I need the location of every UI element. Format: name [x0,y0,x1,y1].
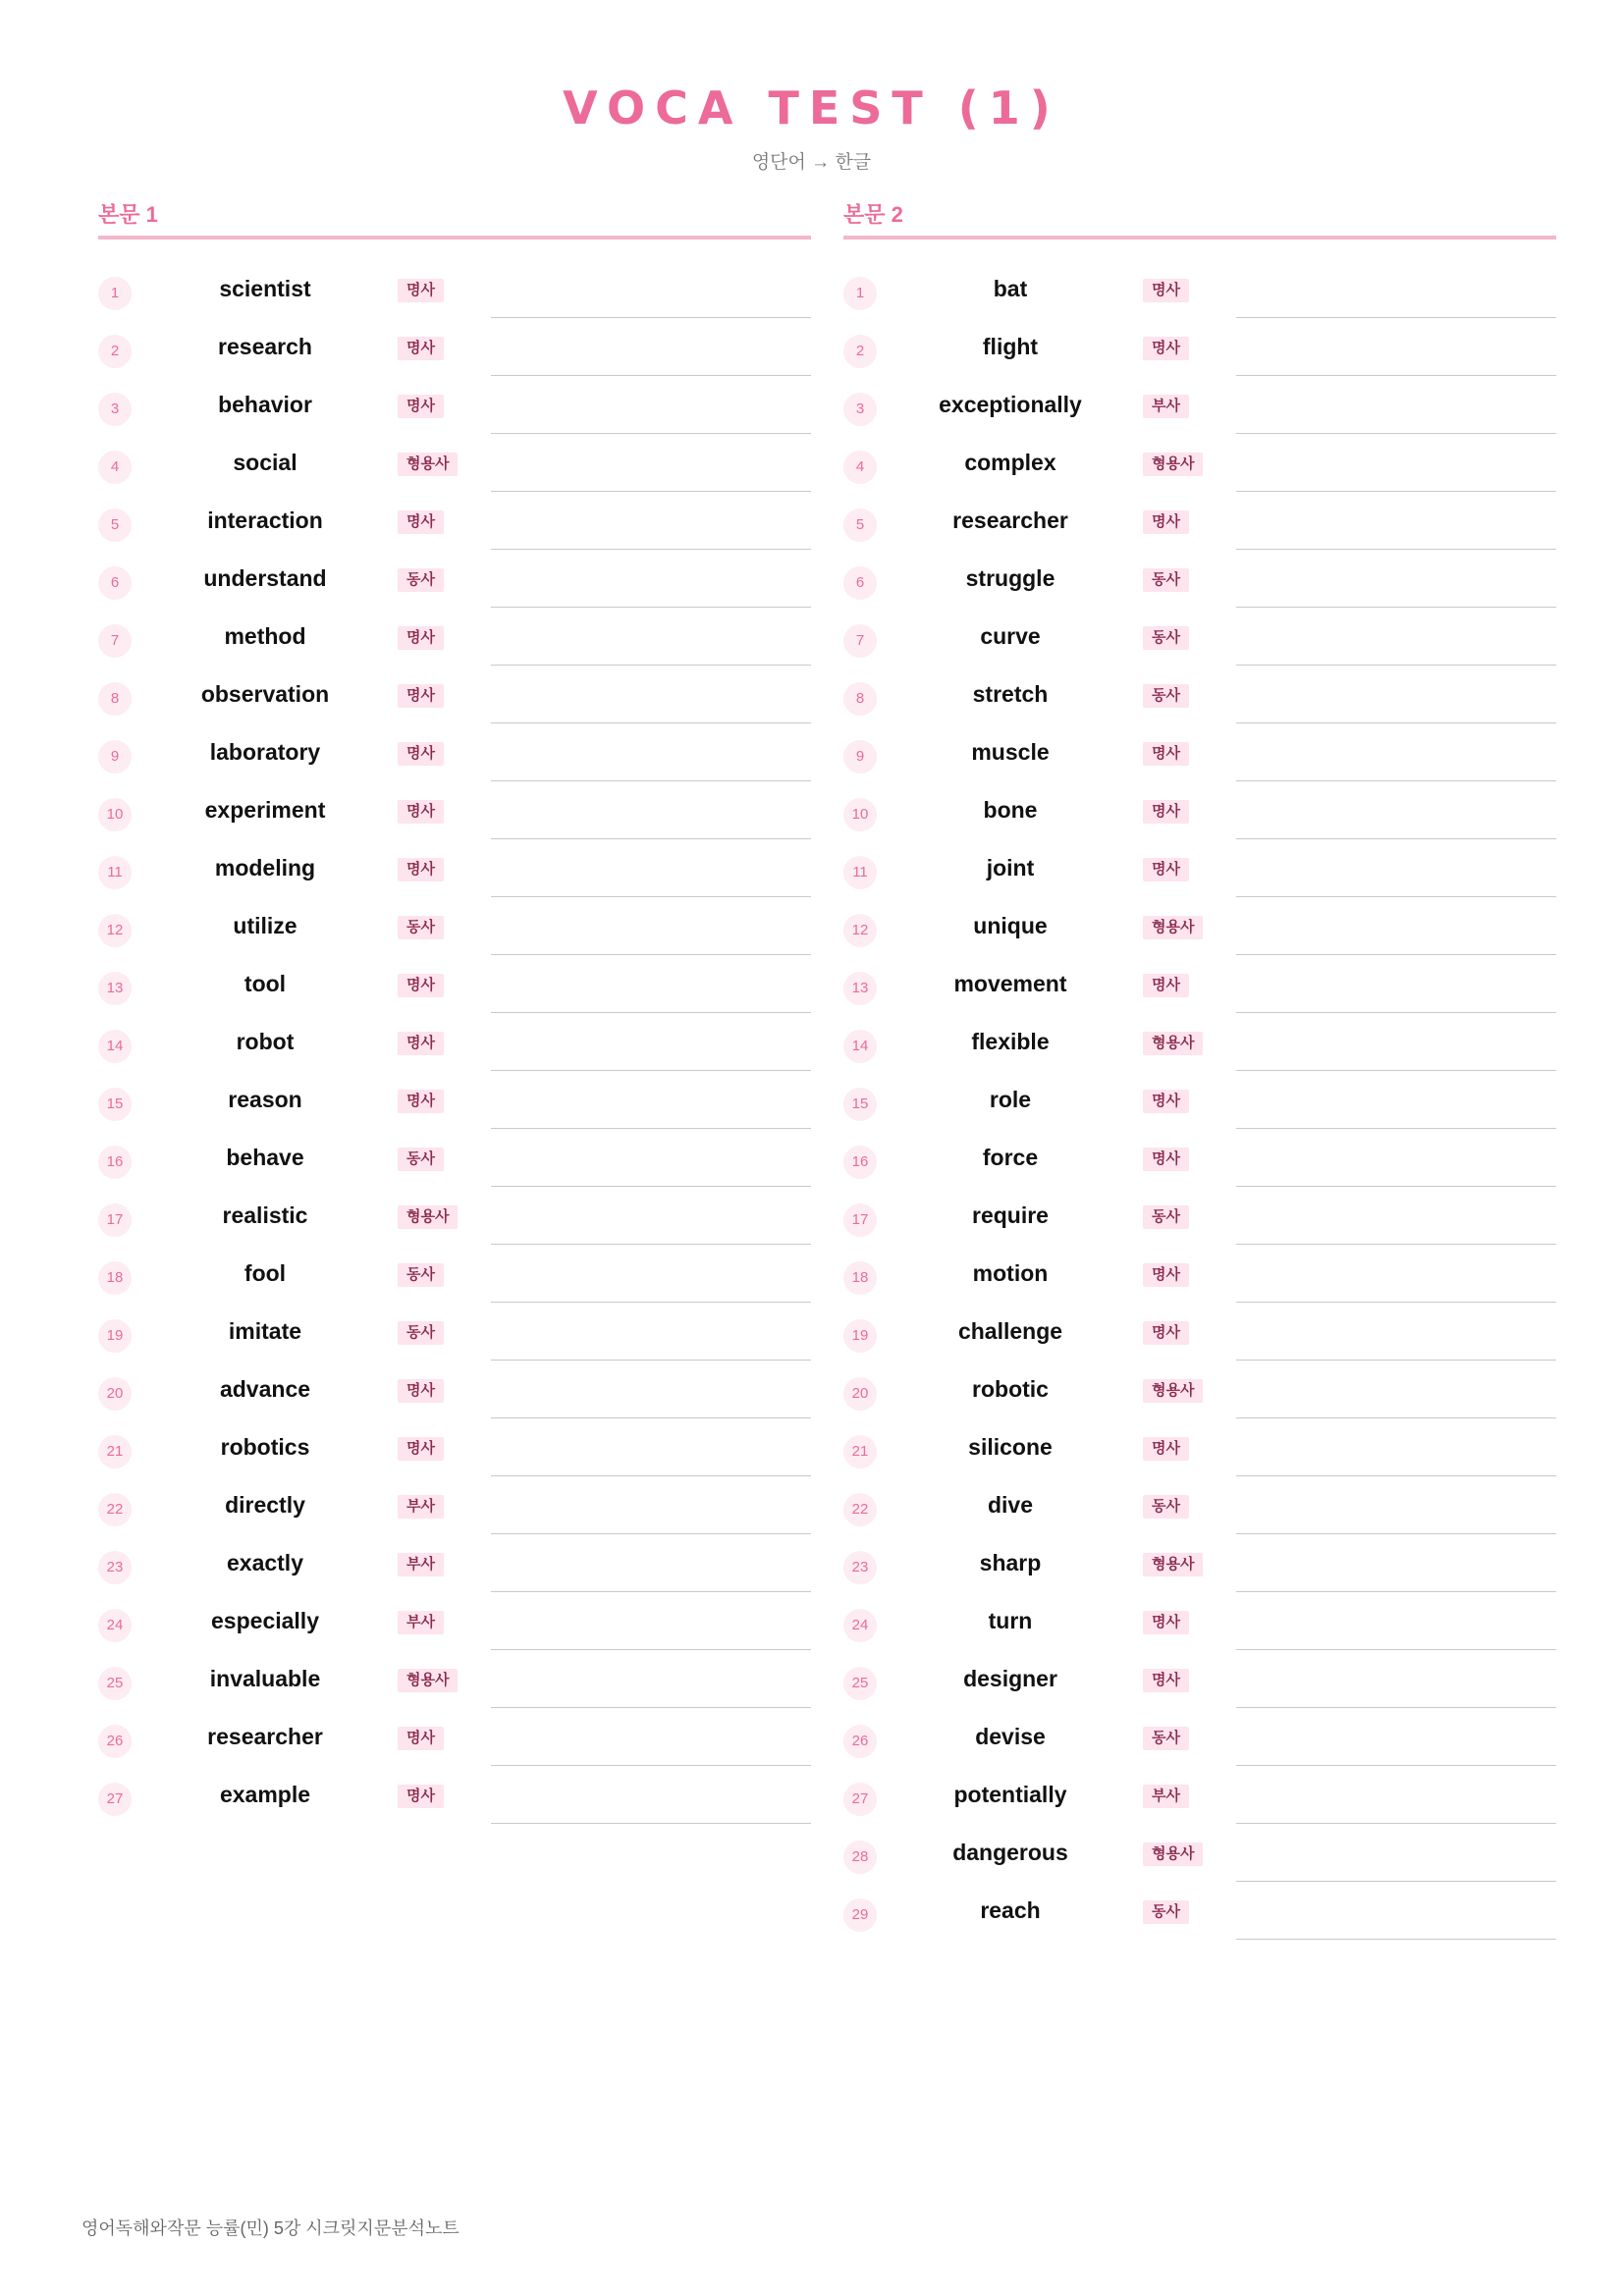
answer-line[interactable] [1236,1823,1556,1824]
item-number: 6 [98,566,132,600]
item-number: 4 [843,451,877,484]
answer-line[interactable] [1236,1591,1556,1592]
item-number: 29 [843,1898,877,1932]
answer-line[interactable] [491,1765,811,1766]
vocab-word: robotics [220,1434,310,1460]
vocab-word: imitate [228,1318,302,1344]
vocab-row [98,1304,811,1362]
part-of-speech-badge: 명사 [398,742,444,766]
item-number: 5 [98,508,132,542]
part-of-speech-badge: 명사 [398,1785,444,1808]
answer-line[interactable] [491,1475,811,1476]
vocab-word: bat [993,276,1028,301]
vocab-word: sharp [979,1550,1042,1575]
item-number: 8 [843,682,877,716]
vocab-row [98,1767,811,1825]
vocab-word: turn [988,1608,1033,1633]
part-of-speech-badge: 명사 [1143,1669,1189,1692]
vocab-row [843,261,1556,319]
item-number: 2 [98,335,132,368]
answer-line[interactable] [491,491,811,492]
vocab-word: reach [980,1897,1041,1923]
answer-line[interactable] [1236,1939,1556,1940]
part-of-speech-badge: 형용사 [1143,1032,1203,1055]
answer-line[interactable] [491,896,811,897]
vocab-row [98,782,811,840]
item-number: 27 [98,1783,132,1816]
item-number: 23 [98,1551,132,1584]
part-of-speech-badge: 동사 [398,1263,444,1287]
part-of-speech-badge: 형용사 [1143,1842,1203,1866]
part-of-speech-badge: 부사 [398,1611,444,1634]
item-number: 15 [843,1088,877,1121]
vocab-word: understand [203,565,327,591]
part-of-speech-badge: 부사 [1143,395,1189,418]
part-of-speech-badge: 명사 [398,858,444,881]
part-of-speech-badge: 형용사 [1143,1553,1203,1576]
vocab-row [98,1072,811,1130]
part-of-speech-badge: 부사 [398,1553,444,1576]
answer-line[interactable] [491,1591,811,1592]
part-of-speech-badge: 명사 [398,395,444,418]
part-of-speech-badge: 명사 [398,510,444,534]
part-of-speech-badge: 명사 [398,279,444,302]
answer-line[interactable] [491,838,811,839]
answer-line[interactable] [1236,491,1556,492]
vocab-word: social [233,450,298,475]
part-of-speech-badge: 명사 [1143,1090,1189,1113]
item-number: 22 [843,1493,877,1526]
part-of-speech-badge: 명사 [1143,1148,1189,1171]
vocab-word: joint [986,855,1035,881]
item-number: 12 [98,914,132,947]
page-title: VOCA TEST (1) [563,81,1060,134]
answer-line[interactable] [491,1649,811,1650]
item-number: 16 [843,1146,877,1179]
answer-line[interactable] [491,954,811,955]
answer-line[interactable] [491,1012,811,1013]
vocab-word: motion [972,1260,1049,1286]
part-of-speech-badge: 명사 [398,800,444,824]
part-of-speech-badge: 동사 [398,1321,444,1345]
vocab-word: researcher [207,1724,323,1749]
vocab-row [843,1593,1556,1651]
item-number: 25 [98,1667,132,1700]
vocab-row [843,1883,1556,1941]
part-of-speech-badge: 명사 [1143,1611,1189,1634]
part-of-speech-badge: 명사 [398,1437,444,1461]
vocab-row [843,319,1556,377]
vocab-word: bone [983,797,1038,823]
vocab-word: example [219,1782,311,1807]
vocab-word: unique [973,913,1048,938]
vocab-row [843,840,1556,898]
vocab-word: require [972,1202,1049,1228]
item-number: 19 [98,1319,132,1353]
vocab-row [98,956,811,1014]
vocab-list [843,261,1556,1941]
part-of-speech-badge: 명사 [398,974,444,997]
answer-line[interactable] [1236,1128,1556,1129]
item-number: 8 [98,682,132,716]
item-number: 16 [98,1146,132,1179]
item-number: 25 [843,1667,877,1700]
answer-line[interactable] [491,317,811,318]
item-number: 17 [843,1203,877,1237]
vocab-row [98,435,811,493]
part-of-speech-badge: 명사 [398,626,444,650]
answer-line[interactable] [491,1302,811,1303]
vocab-row [98,667,811,724]
vocab-row [98,1419,811,1477]
item-number: 2 [843,335,877,368]
item-number: 18 [98,1261,132,1295]
part-of-speech-badge: 명사 [1143,1263,1189,1287]
answer-line[interactable] [1236,1244,1556,1245]
vocab-row [843,609,1556,667]
part-of-speech-badge: 명사 [1143,337,1189,360]
item-number: 28 [843,1841,877,1874]
vocab-row [843,493,1556,551]
vocab-word: dangerous [952,1840,1068,1865]
part-of-speech-badge: 동사 [398,1148,444,1171]
vocab-word: complex [964,450,1056,475]
answer-line[interactable] [1236,1360,1556,1361]
item-number: 4 [98,451,132,484]
vocab-row [843,1651,1556,1709]
item-number: 13 [843,972,877,1005]
answer-line[interactable] [1236,1186,1556,1187]
item-number: 18 [843,1261,877,1295]
vocab-word: movement [953,971,1067,996]
answer-line[interactable] [491,549,811,550]
answer-line[interactable] [1236,549,1556,550]
vocab-word: tool [243,971,287,996]
answer-line[interactable] [1236,722,1556,723]
vocab-word: force [982,1145,1039,1170]
item-number: 12 [843,914,877,947]
vocab-word: behave [226,1145,304,1170]
vocab-row [843,1304,1556,1362]
part-of-speech-badge: 동사 [398,568,444,592]
vocab-row [843,1072,1556,1130]
vocab-word: muscle [971,739,1050,765]
item-number: 7 [843,624,877,658]
answer-line[interactable] [1236,1881,1556,1882]
vocab-row [98,840,811,898]
vocab-row [843,667,1556,724]
answer-line[interactable] [1236,1707,1556,1708]
item-number: 15 [98,1088,132,1121]
item-number: 14 [98,1030,132,1063]
footer-text: 영어독해와작문 능률(민) 5강 시크릿지문분석노트 [81,2218,460,2238]
item-number: 26 [843,1725,877,1758]
part-of-speech-badge: 동사 [1143,1900,1189,1924]
item-number: 20 [98,1377,132,1411]
vocab-word: devise [975,1724,1046,1749]
answer-line[interactable] [491,1417,811,1418]
item-number: 21 [98,1435,132,1468]
answer-line[interactable] [1236,665,1556,666]
part-of-speech-badge: 명사 [398,1379,444,1403]
section-passage-2 [843,196,1556,1941]
section-title: 본문 2 [843,196,1556,240]
item-number: 14 [843,1030,877,1063]
answer-line[interactable] [491,1186,811,1187]
answer-line[interactable] [491,1533,811,1534]
vocab-word: modeling [214,855,316,881]
item-number: 17 [98,1203,132,1237]
vocab-word: silicone [968,1434,1053,1460]
vocab-row [98,261,811,319]
vocab-row [98,898,811,956]
vocab-word: especially [211,1608,319,1633]
vocab-row [843,1419,1556,1477]
item-number: 24 [98,1609,132,1642]
answer-line[interactable] [491,665,811,666]
section-title: 본문 1 [98,196,811,240]
answer-line[interactable] [1236,1475,1556,1476]
item-number: 9 [843,740,877,774]
part-of-speech-badge: 명사 [398,1032,444,1055]
vocab-row [843,1767,1556,1825]
item-number: 22 [98,1493,132,1526]
vocab-word: flight [982,334,1039,359]
part-of-speech-badge: 동사 [1143,684,1189,708]
part-of-speech-badge: 동사 [1143,1205,1189,1229]
part-of-speech-badge: 형용사 [1143,1379,1203,1403]
vocab-row [98,1593,811,1651]
part-of-speech-badge: 형용사 [1143,453,1203,476]
vocab-word: potentially [953,1782,1067,1807]
vocab-row [843,898,1556,956]
vocab-row [98,1709,811,1767]
item-number: 19 [843,1319,877,1353]
vocab-row [843,1362,1556,1419]
vocab-row [843,1246,1556,1304]
part-of-speech-badge: 부사 [1143,1785,1189,1808]
answer-line[interactable] [491,607,811,608]
vocab-word: researcher [952,507,1068,533]
answer-line[interactable] [1236,954,1556,955]
page-subtitle: 영단어 → 한글 [751,152,872,173]
vocab-word: realistic [222,1202,308,1228]
part-of-speech-badge: 부사 [398,1495,444,1519]
answer-line[interactable] [491,1128,811,1129]
part-of-speech-badge: 명사 [1143,510,1189,534]
answer-line[interactable] [491,780,811,781]
item-number: 6 [843,566,877,600]
vocab-word: laboratory [209,739,321,765]
vocab-word: role [989,1087,1032,1112]
answer-line[interactable] [491,1244,811,1245]
part-of-speech-badge: 명사 [1143,1437,1189,1461]
vocab-word: method [224,623,306,649]
vocab-row [98,1651,811,1709]
item-number: 10 [98,798,132,831]
item-number: 3 [843,393,877,426]
vocab-row [843,1477,1556,1535]
vocab-row [843,1709,1556,1767]
answer-line[interactable] [491,1360,811,1361]
vocab-word: stretch [972,681,1049,707]
vocab-word: advance [219,1376,311,1402]
vocab-row [98,377,811,435]
vocab-row [843,782,1556,840]
vocab-word: fool [243,1260,287,1286]
answer-line[interactable] [1236,1533,1556,1534]
answer-line[interactable] [1236,1302,1556,1303]
item-number: 11 [843,856,877,889]
vocab-list [98,261,811,1825]
item-number: 13 [98,972,132,1005]
part-of-speech-badge: 명사 [1143,742,1189,766]
answer-line[interactable] [491,375,811,376]
part-of-speech-badge: 명사 [1143,974,1189,997]
vocab-word: flexible [971,1029,1050,1054]
answer-line[interactable] [1236,375,1556,376]
vocab-row [843,956,1556,1014]
vocab-word: experiment [204,797,326,823]
vocab-row [98,1014,811,1072]
part-of-speech-badge: 형용사 [1143,916,1203,939]
vocab-word: behavior [218,392,312,417]
item-number: 27 [843,1783,877,1816]
part-of-speech-badge: 동사 [1143,568,1189,592]
vocab-row [98,1477,811,1535]
vocab-word: interaction [207,507,323,533]
page-header [0,79,1623,174]
vocab-row [843,1130,1556,1188]
item-number: 21 [843,1435,877,1468]
vocab-row [98,1188,811,1246]
vocab-word: robotic [972,1376,1049,1402]
answer-line[interactable] [1236,1012,1556,1013]
item-number: 26 [98,1725,132,1758]
vocab-row [843,551,1556,609]
vocab-word: directly [225,1492,305,1518]
item-number: 11 [98,856,132,889]
vocab-word: utilize [233,913,298,938]
part-of-speech-badge: 명사 [1143,800,1189,824]
vocab-word: robot [236,1029,295,1054]
vocab-row [98,1130,811,1188]
answer-line[interactable] [491,1823,811,1824]
part-of-speech-badge: 명사 [1143,1321,1189,1345]
item-number: 5 [843,508,877,542]
item-number: 3 [98,393,132,426]
vocab-word: exceptionally [939,392,1082,417]
vocab-row [843,1825,1556,1883]
answer-line[interactable] [491,722,811,723]
vocab-word: research [218,334,312,359]
item-number: 23 [843,1551,877,1584]
item-number: 10 [843,798,877,831]
part-of-speech-badge: 명사 [398,337,444,360]
vocab-word: observation [200,681,330,707]
vocab-word: dive [987,1492,1034,1518]
answer-line[interactable] [1236,838,1556,839]
part-of-speech-badge: 형용사 [398,453,458,476]
part-of-speech-badge: 동사 [398,916,444,939]
part-of-speech-badge: 명사 [1143,858,1189,881]
vocab-row [98,609,811,667]
vocab-word: struggle [965,565,1055,591]
part-of-speech-badge: 형용사 [398,1205,458,1229]
answer-line[interactable] [1236,433,1556,434]
item-number: 20 [843,1377,877,1411]
answer-line[interactable] [1236,1070,1556,1071]
vocab-word: scientist [219,276,311,301]
vocab-word: challenge [957,1318,1063,1344]
vocab-row [98,493,811,551]
answer-line[interactable] [1236,607,1556,608]
item-number: 1 [843,277,877,310]
vocab-row [98,1246,811,1304]
answer-line[interactable] [1236,1417,1556,1418]
vocab-word: invaluable [209,1666,321,1691]
vocab-row [98,724,811,782]
vocab-row [843,724,1556,782]
section-passage-1 [98,196,811,1825]
answer-line[interactable] [1236,1765,1556,1766]
vocab-row [98,1535,811,1593]
part-of-speech-badge: 동사 [1143,1727,1189,1750]
part-of-speech-badge: 명사 [1143,279,1189,302]
vocab-word: designer [963,1666,1057,1691]
vocab-row [843,377,1556,435]
vocab-word: curve [980,623,1041,649]
answer-line[interactable] [1236,1649,1556,1650]
vocab-row [843,435,1556,493]
answer-line[interactable] [491,1070,811,1071]
part-of-speech-badge: 명사 [398,1727,444,1750]
part-of-speech-badge: 명사 [398,1090,444,1113]
answer-line[interactable] [1236,896,1556,897]
item-number: 1 [98,277,132,310]
item-number: 7 [98,624,132,658]
vocab-row [843,1188,1556,1246]
vocab-row [843,1014,1556,1072]
vocab-row [98,551,811,609]
vocab-row [98,1362,811,1419]
item-number: 9 [98,740,132,774]
part-of-speech-badge: 동사 [1143,1495,1189,1519]
answer-line[interactable] [1236,317,1556,318]
part-of-speech-badge: 동사 [1143,626,1189,650]
part-of-speech-badge: 형용사 [398,1669,458,1692]
answer-line[interactable] [1236,780,1556,781]
vocab-row [843,1535,1556,1593]
item-number: 24 [843,1609,877,1642]
vocab-row [98,319,811,377]
vocab-word: reason [228,1087,302,1112]
part-of-speech-badge: 명사 [398,684,444,708]
answer-line[interactable] [491,433,811,434]
answer-line[interactable] [491,1707,811,1708]
vocab-word: exactly [226,1550,303,1575]
